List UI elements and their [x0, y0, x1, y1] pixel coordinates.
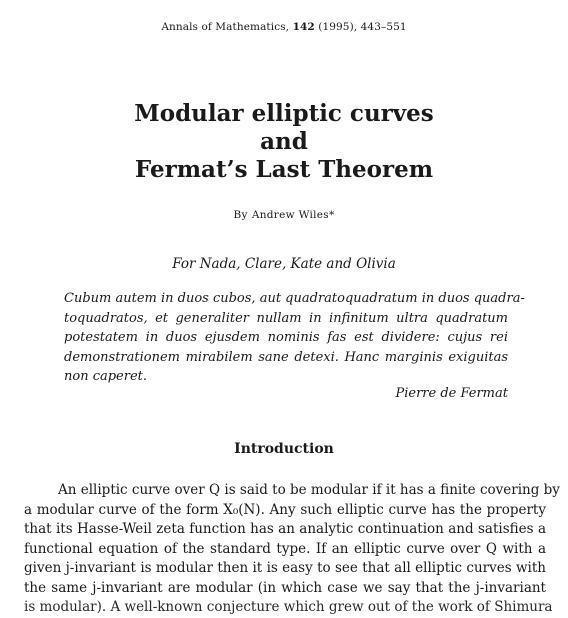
body-line: a modular curve of the form X₀(N). Any such elliptic curve has the property — [24, 501, 546, 518]
body-line: that its Hasse-Weil zeta function has an analytic continuation and satisfies a — [24, 521, 546, 537]
journal-volume: 142 — [292, 21, 315, 33]
body-line: functional equation of the standard type. If an elliptic curve over Q with a — [24, 540, 546, 557]
body-line: is modular). A well-known conjecture which grew out of the work of Shimura — [24, 599, 553, 615]
quote-line: demonstrationem mirabilem sane detexi. Hanc marginis exiguitas — [64, 349, 508, 365]
quote-line: Cubum autem in duos cubos, aut quadratoquadratum in duos quadra- — [64, 291, 525, 306]
section-heading: Introduction — [234, 441, 334, 457]
title-line-2: and — [260, 128, 308, 155]
author-name: Andrew Wiles* — [251, 209, 335, 221]
title-line-3: Fermat’s Last Theorem — [134, 156, 434, 183]
quote-line: toquadratos, et generaliter nullam in infinitum ultra quadratum — [64, 310, 508, 326]
journal-name: Annals of Mathematics, — [161, 21, 290, 33]
paper-title — [0, 100, 568, 184]
title-line-1: Modular elliptic curves — [134, 100, 434, 127]
quote-attribution: Pierre de Fermat — [395, 386, 508, 401]
body-line: given j-invariant is modular then it is easy to see that all elliptic curves with — [24, 560, 546, 576]
body-line: the same j-invariant are modular (in which case we say that the j-invariant — [24, 579, 546, 596]
quote-line: non caperet. — [64, 369, 148, 385]
body-line: An elliptic curve over Q is said to be modular if it has a finite covering by — [58, 482, 560, 498]
body-paragraph — [24, 481, 560, 618]
quote-line: potestatem in duos ejusdem nominis fas est dividere: cujus rei — [64, 330, 508, 346]
journal-year-pages: (1995), 443–551 — [318, 21, 407, 33]
epigraph-quote — [64, 289, 525, 387]
author-by: By — [233, 209, 248, 221]
journal-header — [0, 21, 568, 33]
dedication: For Nada, Clare, Kate and Olivia — [172, 256, 396, 272]
author-line — [0, 207, 568, 222]
